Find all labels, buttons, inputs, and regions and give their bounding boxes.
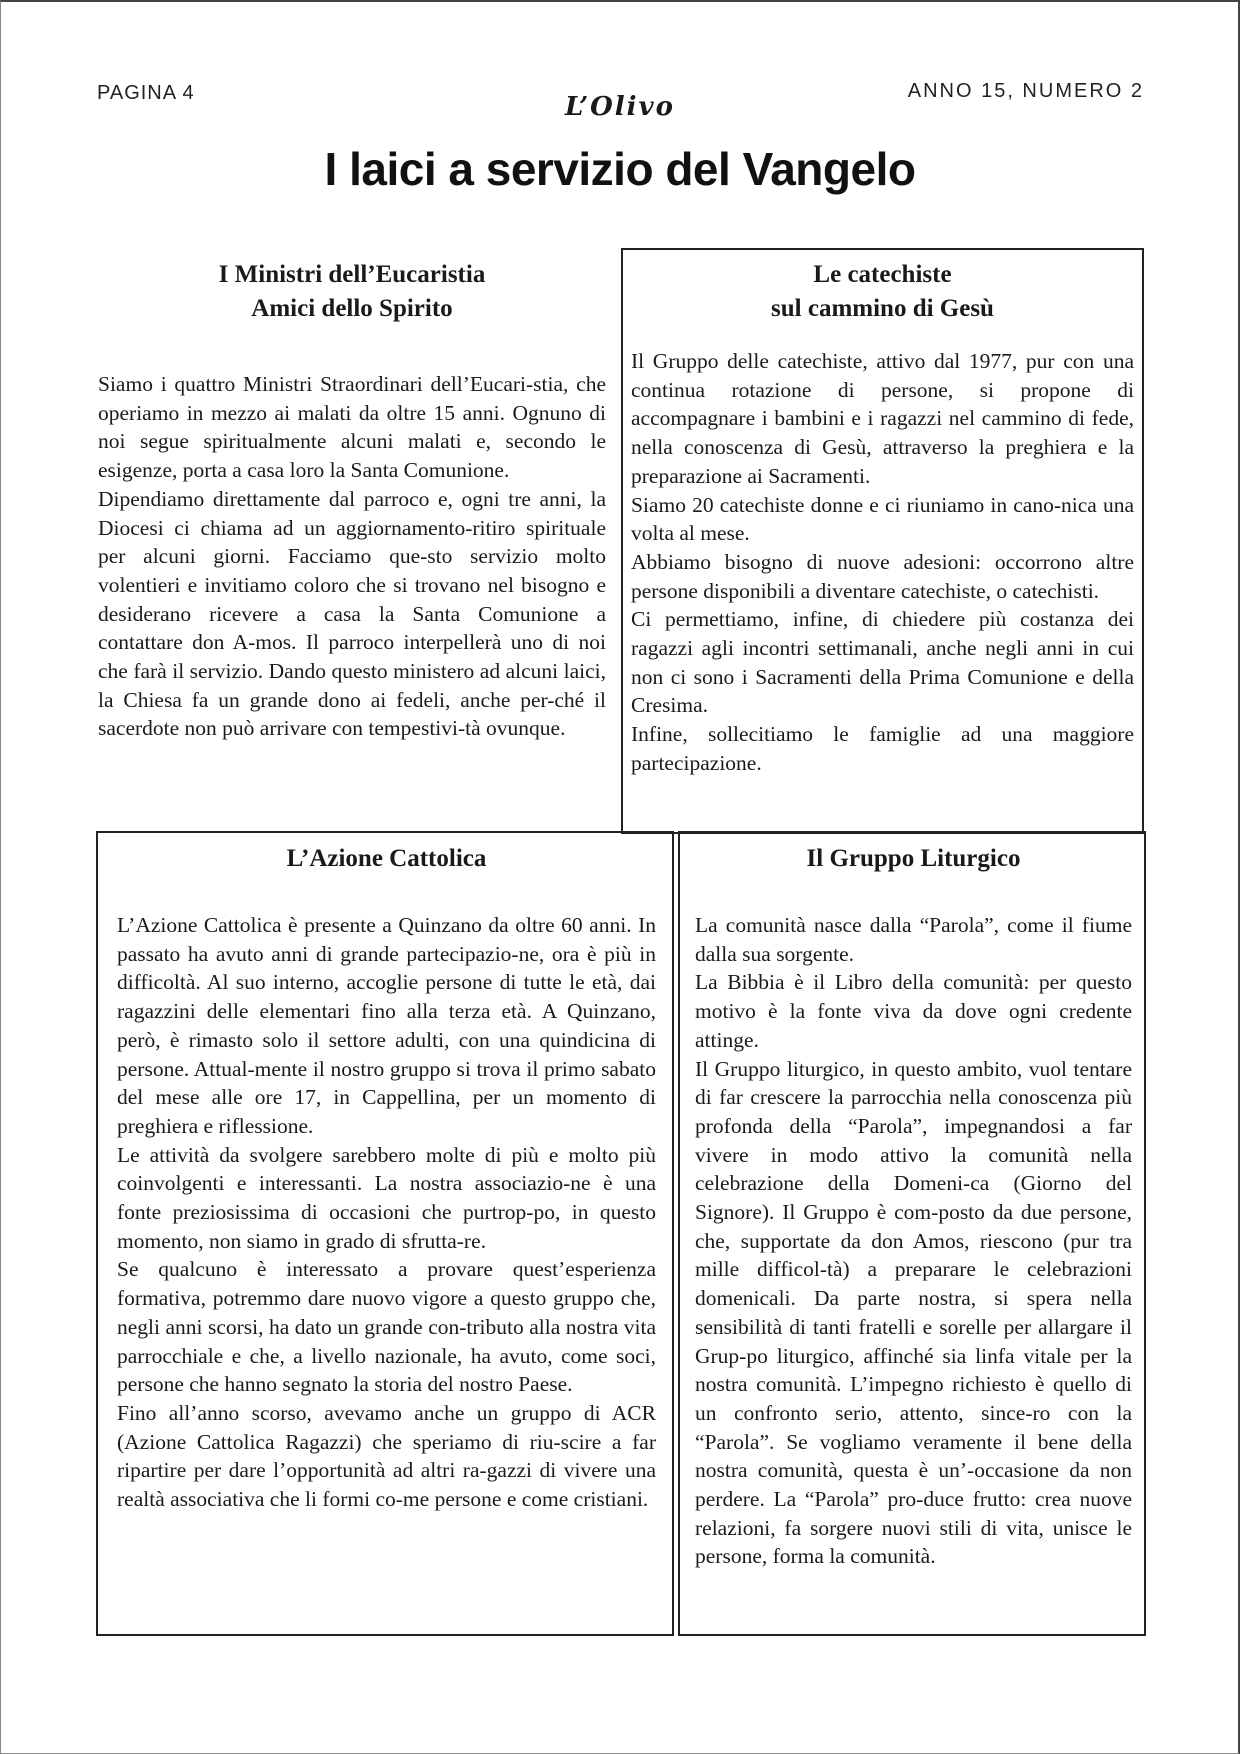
article-catechiste — [621, 248, 1144, 834]
article-title: L’Azione Cattolica — [286, 845, 487, 872]
article-paragraph: L’Azione Cattolica è presente a Quinzano da oltre 60 anni. In passato ha avuto anni di grande partecipazio-ne, ora è più in difficoltà. Al suo interno, accoglie persone di tutte le età, dai ragazzini delle elementari fino alla terza età. A Quinzano, però, è rimasto solo il settore adulti, con una quindicina di persone. Attual-mente il nostro gruppo si trova il primo sabato del mese alle ore 17, in Cappellina, per un momento di preghiera e riflessione. — [117, 913, 656, 1138]
article-gruppo-liturgico — [678, 831, 1146, 1636]
article-azione-cattolica — [96, 831, 674, 1636]
article-paragraph: Infine, sollecitiamo le famiglie ad una maggiore partecipazione. — [631, 722, 1134, 775]
article-paragraph: Le attività da svolgere sarebbero molte di più e molto più coinvolgenti e interessanti. La nostra associazio-ne è una fonte preziosissima di occasioni che purtrop-po, in questo momento, non siamo in grado di sfrutta-re. — [117, 1142, 656, 1253]
article-paragraph: Se qualcuno è interessato a provare quest’esperienza formativa, potremmo dare nuovo vigore a questo gruppo che, negli anni scorsi, ha dato un grande con-tributo alla nostra vita parrocchiale e che, a livello nazionale, ha avuto, come soci, persone che hanno segnato la storia del nostro Paese. — [117, 1257, 656, 1397]
newsletter-masthead: L’Olivo — [565, 92, 675, 122]
article-paragraph: La comunità nasce dalla “Parola”, come il fiume dalla sua sorgente. — [695, 913, 1132, 966]
article-paragraph: Siamo 20 catechiste donne e ci riuniamo in cano-nica una volta al mese. — [631, 492, 1134, 546]
article-paragraph: Siamo i quattro Ministri Straordinari dell’Eucari-stia, che operiamo in mezzo ai malati da oltre 15 anni. Ognuno di noi segue spiritualmente alcuni malati e, secondo le esigenze, porta a casa loro la Santa Comunione. — [98, 372, 606, 483]
article-title: Le catechiste — [813, 261, 952, 288]
article-ministri — [98, 258, 606, 828]
article-paragraph: Abbiamo bisogno di nuove adesioni: occorrono altre persone disponibili a diventare catechiste, o catechisti. — [631, 549, 1134, 603]
article-paragraph: Fino all’anno scorso, avevamo anche un gruppo di ACR (Azione Cattolica Ragazzi) che speriamo di riu-scire a far ripartire per dare l’opportunità ad altri ra-gazzi di vivere una realtà associativa che li formi co-me persone e come cristiani. — [117, 1400, 656, 1512]
article-paragraph: Il Gruppo liturgico, in questo ambito, vuol tentare di far crescere la parrocchia nella conoscenza più profonda della “Parola”, impegnandosi a far vivere in modo attivo la comunità nella celebrazione della Domeni-ca (Giorno del Signore). Il Gruppo è com-posto da due persone, che, supportate da don Amos, riescono (pur tra mille difficol-tà) a preparare le celebrazioni domenicali. Da parte nostra, si spera nella sensibilità di tanti fratelli e sorelle per allargare il Grup-po liturgico, affinché sia linfa vitale per la nostra comunità. L’impegno richiesto è quello di un confronto serio, attento, since-ro con la “Parola”. Se vogliamo veramente il bene della nostra comunità, questa è un’-occasione da non perdere. La “Parola” pro-duce frutto: crea nuove relazioni, fa sorgere nuovi stili di vita, unisce le persone, forma la comunità. — [695, 1056, 1132, 1569]
article-paragraph: Ci permettiamo, infine, di chiedere più costanza dei ragazzi agli incontri settimanali, anche negli anni in cui non ci sono i Sacramenti della Prima Comunione e della Cresima. — [631, 607, 1134, 718]
page-title: I laici a servizio del Vangelo — [324, 143, 916, 195]
article-title: Il Gruppo Liturgico — [806, 845, 1021, 872]
article-subtitle: sul cammino di Gesù — [771, 295, 994, 322]
article-title: I Ministri dell’Eucaristia — [218, 261, 486, 288]
page-number: PAGINA 4 — [97, 82, 195, 104]
article-paragraph: Il Gruppo delle catechiste, attivo dal 1977, pur con una continua rotazione di persone, si propone di accompagnare i bambini e i ragazzi nel cammino di fede, nella conoscenza di Gesù, attraverso la preghiera e la preparazione ai Sacramenti. — [631, 349, 1134, 488]
issue-label: ANNO 15, NUMERO 2 — [907, 80, 1144, 102]
article-paragraph: La Bibbia è il Libro della comunità: per questo motivo è la fonte viva da dove ogni credente attinge. — [695, 970, 1132, 1052]
article-paragraph: Dipendiamo direttamente dal parroco e, ogni tre anni, la Diocesi ci chiama ad un aggiornamento-ritiro spirituale per alcuni giorni. Facciamo que-sto servizio molto volentieri e invitiamo coloro che si trovano nel bisogno e desiderano ricevere a casa la Santa Comunione a contattare don A-mos. Il parroco interpellerà uno di noi che farà il servizio. Dando questo ministero ad alcuni laici, la Chiesa fa un grande dono ai fedeli, anche per-ché il sacerdote non può arrivare con tempestivi-tà ovunque. — [98, 486, 606, 741]
article-subtitle: Amici dello Spirito — [251, 295, 453, 322]
